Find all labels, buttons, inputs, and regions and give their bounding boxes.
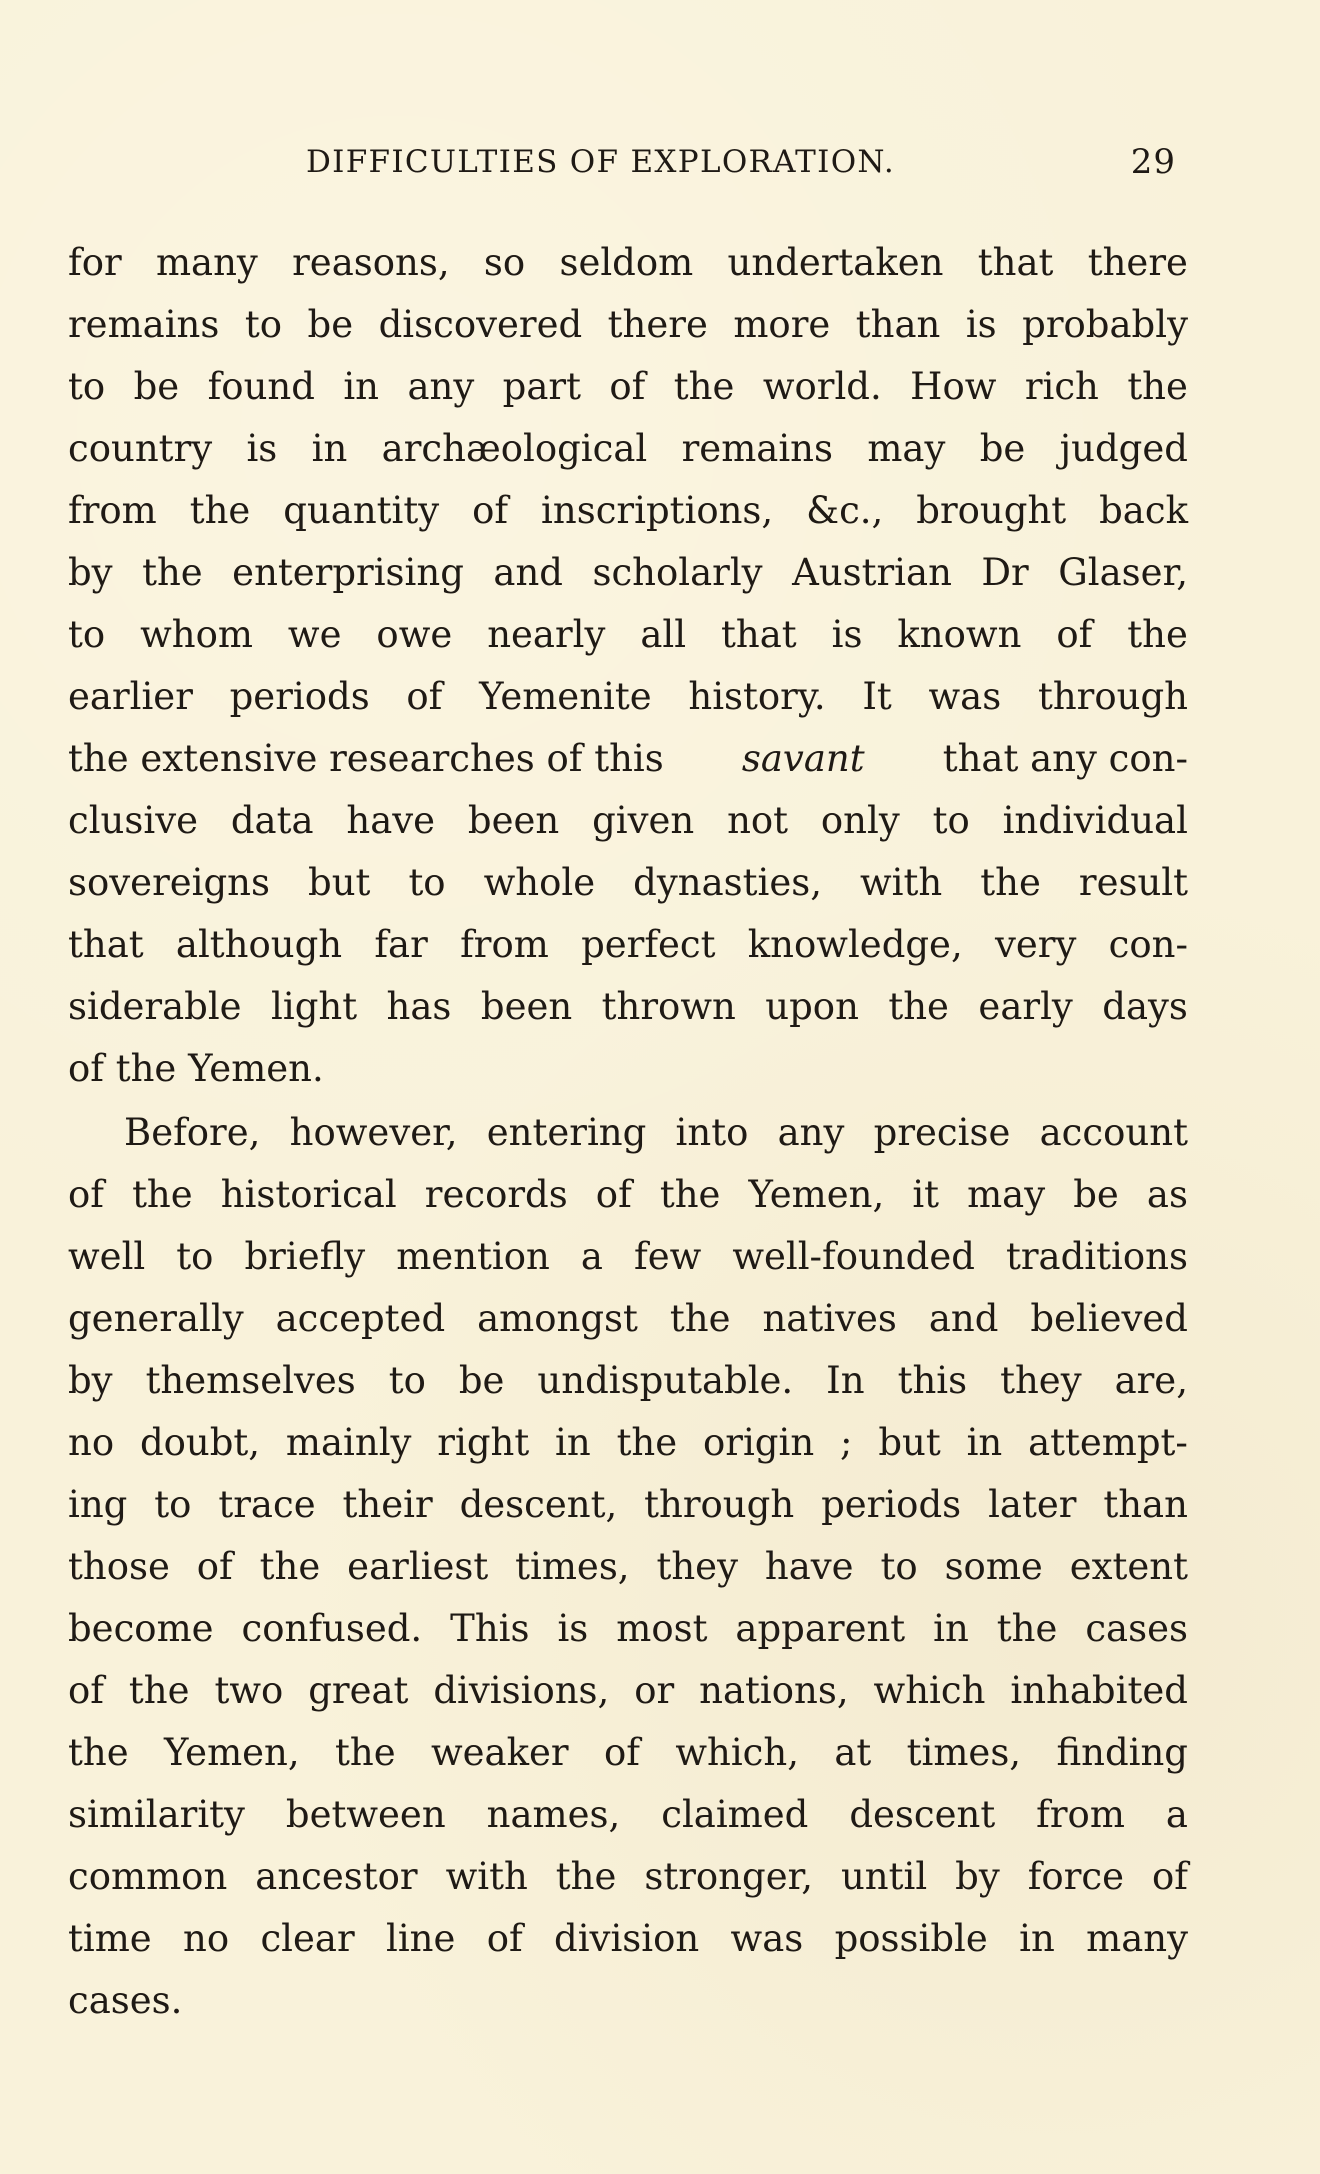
text-line xyxy=(68,480,1188,542)
text-word: those xyxy=(68,1545,170,1588)
text-word: be xyxy=(307,303,354,346)
text-word: inhabited xyxy=(1010,1669,1188,1712)
text-word: to xyxy=(408,861,446,904)
text-word: sovereigns xyxy=(68,861,270,904)
text-word: back xyxy=(1099,489,1188,532)
text-word: the xyxy=(555,1855,617,1898)
text-word: with xyxy=(445,1855,528,1898)
text-word: times, xyxy=(906,1731,1022,1774)
text-word: the xyxy=(996,1607,1058,1650)
text-word: amongst xyxy=(477,1297,638,1340)
text-word: that xyxy=(721,613,797,656)
text-word: they xyxy=(1000,1359,1082,1402)
text-word: names, xyxy=(486,1793,621,1836)
text-word: in xyxy=(1019,1917,1055,1960)
text-word: not xyxy=(727,799,789,842)
text-word: quantity xyxy=(283,489,440,532)
text-word: is xyxy=(246,427,278,470)
text-word: some xyxy=(944,1545,1043,1588)
text-word: times, xyxy=(515,1545,630,1588)
text-word: from xyxy=(460,923,549,966)
text-line xyxy=(68,1350,1188,1412)
text-word: apparent xyxy=(735,1607,906,1650)
text-word: to xyxy=(68,365,106,408)
text-word: in xyxy=(966,1421,1003,1464)
text-word: than xyxy=(1103,1483,1188,1526)
text-word: brought xyxy=(916,489,1067,532)
text-word: cases xyxy=(1085,1607,1188,1650)
text-word: the xyxy=(673,365,735,408)
text-word: nations, xyxy=(699,1669,849,1712)
text-word: we xyxy=(287,613,342,656)
text-word: known xyxy=(897,613,1022,656)
page-header xyxy=(306,136,1176,188)
text-word: it xyxy=(912,1173,940,1216)
text-word: &c., xyxy=(806,489,884,532)
text-word: two xyxy=(214,1669,284,1712)
text-word: of xyxy=(486,1917,523,1960)
text-line xyxy=(68,604,1188,666)
text-word: at xyxy=(834,1731,872,1774)
text-word: Austrian xyxy=(792,551,952,594)
text-word: thrown xyxy=(601,985,736,1028)
text-word: well-founded xyxy=(732,1235,975,1278)
text-word: have xyxy=(764,1545,854,1588)
text-word: their xyxy=(342,1483,433,1526)
text-word: by xyxy=(68,551,113,594)
text-word: few xyxy=(634,1235,702,1278)
text-word: undertaken xyxy=(727,241,944,284)
text-word: ancestor xyxy=(255,1855,418,1898)
text-line-with-italic xyxy=(68,728,1188,790)
text-word: earliest xyxy=(347,1545,489,1588)
text-word: to xyxy=(244,303,283,346)
text-word: the xyxy=(888,985,949,1028)
text-word: traditions xyxy=(1006,1235,1188,1278)
text-line xyxy=(68,1846,1188,1908)
text-word: a xyxy=(580,1235,603,1278)
text-word: judged xyxy=(1059,427,1188,470)
text-line xyxy=(68,542,1188,604)
text-word: from xyxy=(1036,1793,1125,1836)
text-word: be xyxy=(133,365,180,408)
text-word: may xyxy=(867,427,946,470)
text-word: account xyxy=(1039,1111,1188,1154)
text-word: more xyxy=(733,303,831,346)
text-word: was xyxy=(928,675,1002,718)
text-word: similarity xyxy=(68,1793,245,1836)
text-word: given xyxy=(592,799,695,842)
text-word: many xyxy=(155,241,258,284)
text-word: probably xyxy=(1022,303,1188,346)
text-word: entering xyxy=(486,1111,647,1154)
text-word: mention xyxy=(396,1235,550,1278)
text-word: of xyxy=(196,1545,233,1588)
text-word: they xyxy=(656,1545,738,1588)
text-word: undisputable. xyxy=(537,1359,794,1402)
page-number: 29 xyxy=(1130,142,1176,182)
text-line xyxy=(68,1288,1188,1350)
text-word: of xyxy=(68,1173,104,1216)
text-word: Yemen, xyxy=(748,1173,885,1216)
text-line xyxy=(68,790,1188,852)
text-word: Dr xyxy=(981,551,1029,594)
text-word: the xyxy=(259,1545,321,1588)
text-word: country xyxy=(68,427,213,470)
text-word: than xyxy=(855,303,941,346)
text-word: upon xyxy=(765,985,859,1028)
text-word: there xyxy=(1087,241,1188,284)
text-word: any xyxy=(777,1111,845,1154)
text-word: siderable xyxy=(68,985,242,1028)
text-word: divisions, xyxy=(433,1669,610,1712)
text-word: trace xyxy=(218,1483,316,1526)
text-word: no xyxy=(68,1421,115,1464)
text-word: in xyxy=(933,1607,969,1650)
text-line: cases. xyxy=(68,1979,183,2022)
paragraph-1 xyxy=(68,232,1188,1100)
text-word: to xyxy=(154,1483,192,1526)
text-word: rich xyxy=(1024,365,1099,408)
text-word: dynasties, xyxy=(633,861,822,904)
text-word: common xyxy=(68,1855,228,1898)
text-word: only xyxy=(820,799,900,842)
text-word: has xyxy=(386,985,452,1028)
text-word: light xyxy=(271,985,358,1028)
text-word: con- xyxy=(1108,923,1188,966)
text-word: may xyxy=(967,1173,1046,1216)
text-word: force xyxy=(1027,1855,1125,1898)
text-word: through xyxy=(644,1483,795,1526)
text-line: of the Yemen. xyxy=(68,1047,324,1090)
text-word: of xyxy=(1152,1855,1188,1898)
text-word: have xyxy=(346,799,436,842)
text-word: the xyxy=(1127,613,1188,656)
text-word: any xyxy=(407,365,475,408)
text-word: to xyxy=(176,1235,214,1278)
text-word: Before, xyxy=(124,1111,261,1154)
text-word: seldom xyxy=(559,241,694,284)
text-word: believed xyxy=(1030,1297,1188,1340)
text-word: the xyxy=(68,1731,129,1774)
text-word: been xyxy=(480,985,573,1028)
text-word: stronger, xyxy=(644,1855,813,1898)
text-word: the xyxy=(189,489,251,532)
text-word: origin xyxy=(703,1421,815,1464)
text-word: be xyxy=(979,427,1026,470)
text-line xyxy=(68,1784,1188,1846)
text-word: the xyxy=(335,1731,396,1774)
text-word: extent xyxy=(1069,1545,1188,1588)
text-line xyxy=(68,294,1188,356)
text-word: between xyxy=(285,1793,446,1836)
text-word: ; xyxy=(840,1421,853,1464)
text-word: clusive xyxy=(68,799,199,842)
text-word: the xyxy=(616,1421,678,1464)
text-word: whole xyxy=(483,861,596,904)
text-word: possible xyxy=(834,1917,988,1960)
text-word: data xyxy=(230,799,314,842)
text-word: of xyxy=(406,675,443,718)
text-word: are, xyxy=(1114,1359,1188,1402)
text-word: from xyxy=(68,489,157,532)
text-word: division xyxy=(554,1917,700,1960)
text-word: the xyxy=(132,1173,193,1216)
text-word: and xyxy=(928,1297,999,1340)
text-word: of xyxy=(603,1731,640,1774)
text-line xyxy=(68,1102,1188,1164)
text-word: no xyxy=(183,1917,230,1960)
text-word: finding xyxy=(1056,1731,1188,1774)
text-word: this xyxy=(897,1359,968,1402)
text-word: by xyxy=(68,1359,113,1402)
text-word: ing xyxy=(68,1483,128,1526)
text-word: although xyxy=(175,923,343,966)
line-suffix: that any con- xyxy=(942,737,1188,780)
text-line xyxy=(68,232,1188,294)
text-word: right xyxy=(437,1421,530,1464)
text-word: all xyxy=(640,613,687,656)
text-word: accepted xyxy=(275,1297,446,1340)
text-word: whom xyxy=(140,613,253,656)
text-word: remains xyxy=(681,427,833,470)
text-word: generally xyxy=(68,1297,244,1340)
text-line xyxy=(68,976,1188,1038)
text-word: doubt, xyxy=(139,1421,261,1464)
text-line xyxy=(68,1722,1188,1784)
text-line xyxy=(68,1164,1188,1226)
text-word: attempt- xyxy=(1028,1421,1188,1464)
text-word: however, xyxy=(289,1111,458,1154)
text-word: of xyxy=(609,365,646,408)
text-word: that xyxy=(68,923,144,966)
text-word: descent, xyxy=(459,1483,618,1526)
text-word: to xyxy=(388,1359,426,1402)
text-line xyxy=(68,914,1188,976)
text-word: records xyxy=(424,1173,568,1216)
text-word: themselves xyxy=(145,1359,356,1402)
text-word: knowledge, xyxy=(747,923,963,966)
text-line xyxy=(68,1660,1188,1722)
text-word: nearly xyxy=(487,613,606,656)
text-line xyxy=(68,1226,1188,1288)
text-word: until xyxy=(840,1855,928,1898)
text-word: by xyxy=(955,1855,1000,1898)
text-word: individual xyxy=(1002,799,1188,842)
text-line xyxy=(68,852,1188,914)
text-word: early xyxy=(978,985,1073,1028)
text-word: How xyxy=(910,365,997,408)
text-word: is xyxy=(965,303,997,346)
text-word: in xyxy=(311,427,348,470)
text-word: be xyxy=(1073,1173,1119,1216)
text-word: in xyxy=(343,365,380,408)
text-word: inscriptions, xyxy=(541,489,774,532)
text-word: many xyxy=(1086,1917,1188,1960)
italic-word: savant xyxy=(741,737,865,780)
text-word: line xyxy=(385,1917,456,1960)
text-word: archæological xyxy=(381,427,648,470)
text-word: later xyxy=(988,1483,1077,1526)
text-line xyxy=(68,1412,1188,1474)
text-word: Glaser, xyxy=(1058,551,1188,594)
paragraph-2 xyxy=(68,1102,1188,2032)
text-word: This xyxy=(450,1607,530,1650)
text-word: the xyxy=(142,551,203,594)
text-word: become xyxy=(68,1607,214,1650)
text-word: weaker xyxy=(430,1731,569,1774)
text-word: for xyxy=(68,241,122,284)
text-word: well xyxy=(68,1235,146,1278)
text-word: part xyxy=(502,365,581,408)
text-line xyxy=(68,1474,1188,1536)
text-word: historical xyxy=(220,1173,397,1216)
text-word: the xyxy=(980,861,1041,904)
text-word: there xyxy=(607,303,708,346)
text-word: be xyxy=(458,1359,505,1402)
text-word: In xyxy=(826,1359,865,1402)
text-word: remains xyxy=(68,303,220,346)
text-word: Yemen, xyxy=(163,1731,300,1774)
text-word: of xyxy=(68,1669,104,1712)
text-word: earlier xyxy=(68,675,193,718)
text-line xyxy=(68,1536,1188,1598)
text-word: of xyxy=(1056,613,1093,656)
text-word: that xyxy=(977,241,1054,284)
text-line xyxy=(68,356,1188,418)
body-text xyxy=(68,232,1188,2032)
text-word: as xyxy=(1146,1173,1188,1216)
text-word: but xyxy=(878,1421,941,1464)
text-word: discovered xyxy=(378,303,583,346)
text-word: clear xyxy=(260,1917,355,1960)
text-word: to xyxy=(932,799,970,842)
text-word: was xyxy=(730,1917,804,1960)
text-word: It xyxy=(862,675,892,718)
text-word: but xyxy=(308,861,371,904)
text-word: of xyxy=(595,1173,632,1216)
text-line xyxy=(68,1908,1188,1970)
text-word: been xyxy=(467,799,560,842)
text-word: natives xyxy=(762,1297,897,1340)
text-word: scholarly xyxy=(592,551,763,594)
text-word: history. xyxy=(688,675,826,718)
text-word: owe xyxy=(376,613,453,656)
text-word: of xyxy=(472,489,509,532)
text-word: descent xyxy=(849,1793,996,1836)
text-word: or xyxy=(634,1669,675,1712)
text-word: which, xyxy=(675,1731,799,1774)
text-word: Yemenite xyxy=(479,675,652,718)
text-word: world. xyxy=(762,365,882,408)
text-word: the xyxy=(669,1297,731,1340)
text-word: periods xyxy=(821,1483,962,1526)
text-word: the xyxy=(659,1173,721,1216)
text-line xyxy=(68,418,1188,480)
text-word: found xyxy=(207,365,315,408)
text-word: is xyxy=(557,1607,589,1650)
line-prefix: the extensive researches of this xyxy=(68,737,664,780)
text-word: which xyxy=(873,1669,986,1712)
text-word: is xyxy=(831,613,863,656)
text-word: great xyxy=(308,1669,409,1712)
text-word: briefly xyxy=(244,1235,366,1278)
text-word: mainly xyxy=(285,1421,412,1464)
text-word: enterprising xyxy=(232,551,464,594)
text-word: claimed xyxy=(661,1793,809,1836)
text-word: the xyxy=(128,1669,190,1712)
text-line xyxy=(68,1598,1188,1660)
text-word: very xyxy=(994,923,1077,966)
text-word: in xyxy=(555,1421,591,1464)
text-word: to xyxy=(880,1545,918,1588)
text-word: the xyxy=(1127,365,1188,408)
text-word: through xyxy=(1037,675,1188,718)
text-word: perfect xyxy=(581,923,716,966)
text-word: so xyxy=(483,241,526,284)
text-word: confused. xyxy=(241,1607,423,1650)
text-word: precise xyxy=(873,1111,1011,1154)
text-word: a xyxy=(1165,1793,1188,1836)
text-word: days xyxy=(1102,985,1188,1028)
text-word: result xyxy=(1078,861,1188,904)
text-word: most xyxy=(616,1607,708,1650)
text-word: into xyxy=(675,1111,749,1154)
text-word: with xyxy=(860,861,943,904)
running-title: DIFFICULTIES OF EXPLORATION. xyxy=(306,144,896,180)
text-word: reasons, xyxy=(292,241,450,284)
text-word: to xyxy=(68,613,106,656)
text-word: periods xyxy=(229,675,370,718)
text-word: and xyxy=(493,551,563,594)
text-word: far xyxy=(374,923,428,966)
text-word: time xyxy=(68,1917,152,1960)
text-line xyxy=(68,666,1188,728)
